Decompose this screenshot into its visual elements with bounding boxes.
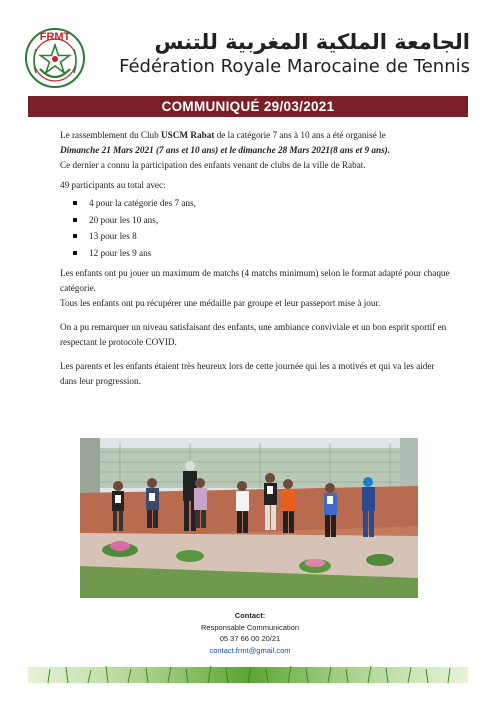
contact-email-link[interactable]: contact.frmt@gmail.com <box>209 645 291 655</box>
participants-list <box>60 195 450 261</box>
level-paragraph: On a pu remarquer un niveau satisfaisant des enfants, une ambiance conviviale et un bon esprit sportif en respectant le protocole COVID. <box>60 322 447 347</box>
frmt-emblem-icon <box>24 27 86 89</box>
medals-paragraph: Tous les enfants ont pu récupérer une médaille par groupe et leur passeport mise à jour. <box>60 298 381 308</box>
list-item <box>73 228 450 245</box>
contact-phone: 05 37 66 00 20/21 <box>219 634 281 643</box>
children-tennis-photo-icon <box>80 438 418 598</box>
logo-text: FRMT <box>39 31 71 43</box>
parents-paragraph: Les parents et les enfants étaient très heureux lors de cette journée qui les a motivés et qui va les aider dans leur progression. <box>60 361 435 386</box>
grass-banner-icon <box>28 663 468 683</box>
list-item <box>73 195 450 212</box>
contact-label: Contact: <box>234 611 266 620</box>
list-item-text: 20 pour les 10 ans, <box>89 214 159 225</box>
club-name: USCM Rabat <box>161 130 215 140</box>
event-dates <box>60 143 450 158</box>
grass-footer <box>28 663 468 683</box>
participants-total: 49 participants au total avec: <box>60 180 166 190</box>
bullet-icon <box>73 251 77 255</box>
contact-block <box>150 610 350 656</box>
federation-french-name: Fédération Royale Marocaine de Tennis <box>119 56 470 77</box>
intro-text-cont: de la catégorie 7 ans à 10 ans a été organisé le <box>214 130 386 140</box>
list-item-text: 12 pour les 9 ans <box>89 247 152 258</box>
list-item-text: 13 pour les 8 <box>89 231 137 241</box>
frmt-logo <box>24 27 86 89</box>
bullet-icon <box>73 201 77 205</box>
intro-text: Le rassemblement du Club <box>60 130 162 140</box>
dates-text: Dimanche 21 Mars 2021 (7 ans et 10 ans) et le dimanche 28 Mars 2021(8 ans et 9 ans). <box>60 145 391 155</box>
communique-body <box>60 128 450 389</box>
matches-paragraph: Les enfants ont pu jouer un maximum de matchs (4 matchs minimum) selon le format adapté pour chaque catégorie. <box>60 268 450 293</box>
group-photo <box>80 438 418 598</box>
contact-role: Responsable Communication <box>201 622 299 632</box>
list-item-text: 4 pour la catégorie des 7 ans, <box>89 198 196 208</box>
list-item <box>73 245 450 262</box>
participation-note: Ce dernier a connu la participation des enfants venant de clubs de la ville de Rabat. <box>60 160 366 170</box>
intro-paragraph <box>60 128 450 143</box>
federation-arabic-name: الجامعة الملكية المغربية للتنس <box>154 30 470 54</box>
communique-title: COMMUNIQUÉ 29/03/2021 <box>28 96 468 117</box>
bullet-icon <box>73 218 77 222</box>
bullet-icon <box>73 234 77 238</box>
list-item <box>73 212 450 229</box>
